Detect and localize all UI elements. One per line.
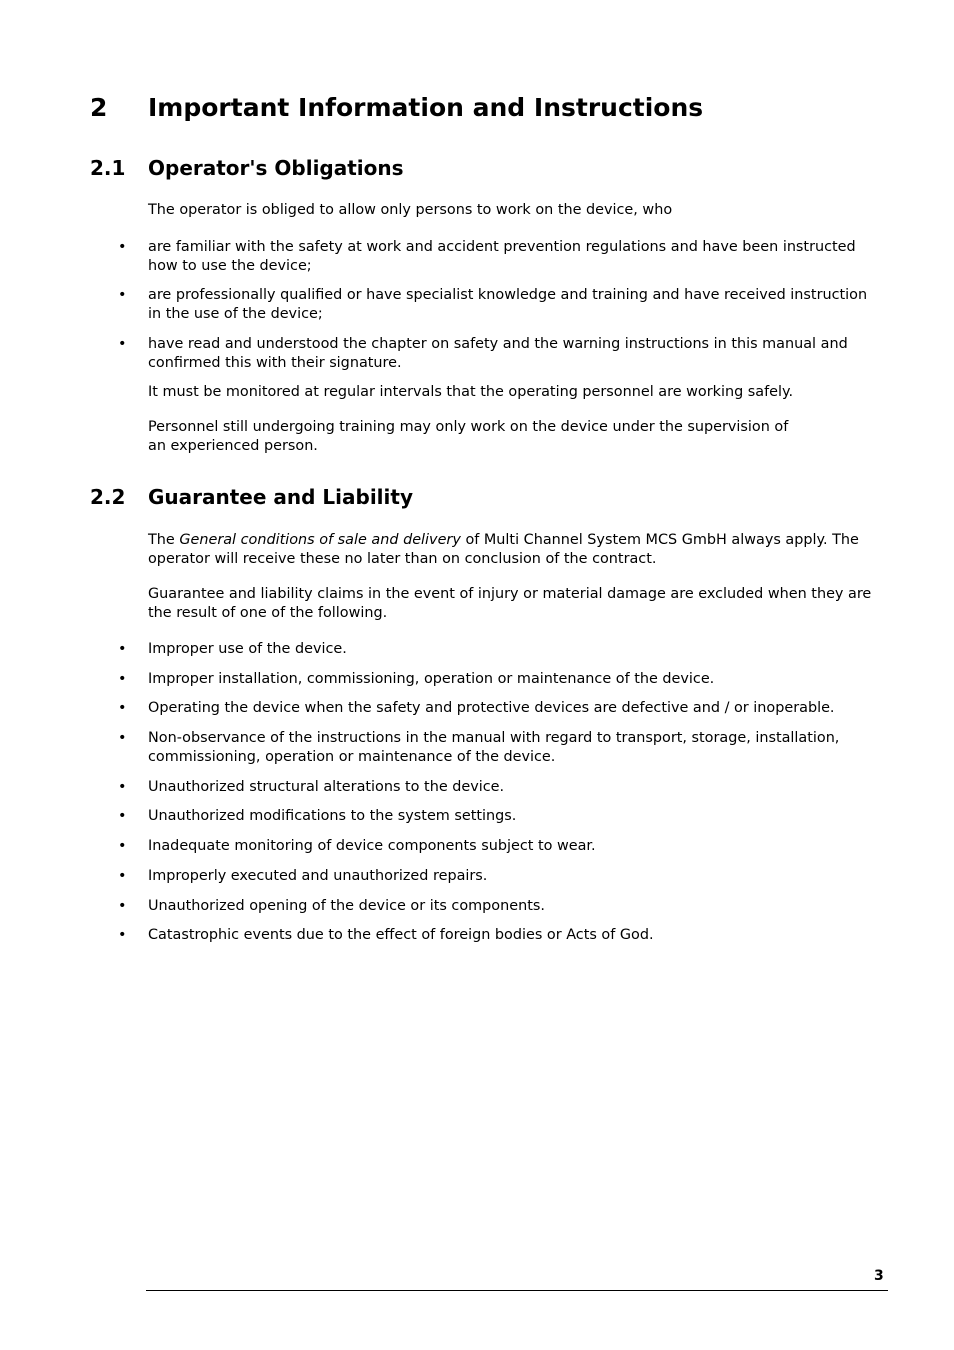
intro-text: of Multi Channel System MCS GmbH always apply. The operator will receive these no later than on conclusion of the contract. bbox=[148, 532, 859, 567]
list-item-text: Inadequate monitoring of device components subject to wear. bbox=[148, 838, 596, 854]
obligations-intro: The operator is obliged to allow only persons to work on the device, who bbox=[148, 202, 673, 218]
footer-rule bbox=[146, 1290, 888, 1291]
bullet-marker: • bbox=[118, 868, 127, 884]
list-item-text: Unauthorized opening of the device or its components. bbox=[148, 898, 545, 914]
monitoring-paragraph: It must be monitored at regular intervals that the operating personnel are working safely. bbox=[148, 384, 794, 400]
guarantee-intro bbox=[148, 531, 878, 569]
list-item-text: Catastrophic events due to the effect of foreign bodies or Acts of God. bbox=[148, 927, 654, 943]
list-item-text: have read and understood the chapter on safety and the warning instructions in this manual and confirmed this with their signature. bbox=[148, 336, 848, 371]
bullet-marker: • bbox=[118, 700, 127, 716]
intro-text: The bbox=[148, 532, 180, 548]
bullet-marker: • bbox=[118, 239, 127, 255]
section-title: Operator's Obligations bbox=[148, 156, 404, 180]
chapter-number: 2 bbox=[90, 93, 108, 122]
list-item-text: Unauthorized modifications to the system settings. bbox=[148, 808, 517, 824]
section-number: 2.2 bbox=[90, 485, 126, 509]
list-item-text: are familiar with the safety at work and accident prevention regulations and have been instructed how to use the device; bbox=[148, 239, 856, 274]
bullet-marker: • bbox=[118, 671, 127, 687]
section-title: Guarantee and Liability bbox=[148, 485, 413, 509]
chapter-title: Important Information and Instructions bbox=[148, 93, 704, 122]
bullet-marker: • bbox=[118, 641, 127, 657]
exclusions-paragraph: Guarantee and liability claims in the event of injury or material damage are excluded when they are the result of one of the following. bbox=[148, 586, 872, 621]
conditions-title: General conditions of sale and delivery bbox=[179, 532, 461, 548]
bullet-marker: • bbox=[118, 808, 127, 824]
bullet-marker: • bbox=[118, 779, 127, 795]
list-item-text: are professionally qualified or have specialist knowledge and training and have received instruction in the use of the device; bbox=[148, 287, 868, 322]
list-item-text: Improper installation, commissioning, operation or maintenance of the device. bbox=[148, 671, 715, 687]
section-number: 2.1 bbox=[90, 156, 126, 180]
bullet-marker: • bbox=[118, 898, 127, 914]
bullet-marker: • bbox=[118, 336, 127, 352]
chapter-heading bbox=[90, 93, 703, 122]
list-item-text: Operating the device when the safety and protective devices are defective and / or inoperable. bbox=[148, 700, 835, 716]
bullet-marker: • bbox=[118, 927, 127, 943]
list-item-text: Improper use of the device. bbox=[148, 641, 347, 657]
list-item-text: Improperly executed and unauthorized repairs. bbox=[148, 868, 488, 884]
section-heading-obligations bbox=[90, 156, 404, 180]
bullet-marker: • bbox=[118, 730, 127, 746]
section-heading-guarantee bbox=[90, 485, 413, 509]
bullet-marker: • bbox=[118, 838, 127, 854]
list-item-text: Unauthorized structural alterations to the device. bbox=[148, 779, 505, 795]
page-number: 3 bbox=[874, 1268, 884, 1284]
list-item-text: Non-observance of the instructions in the manual with regard to transport, storage, installation, commissioning, operation or maintenance of the device. bbox=[148, 730, 840, 765]
bullet-marker: • bbox=[118, 287, 127, 303]
training-paragraph: Personnel still undergoing training may only work on the device under the supervision of an experienced person. bbox=[148, 419, 789, 454]
